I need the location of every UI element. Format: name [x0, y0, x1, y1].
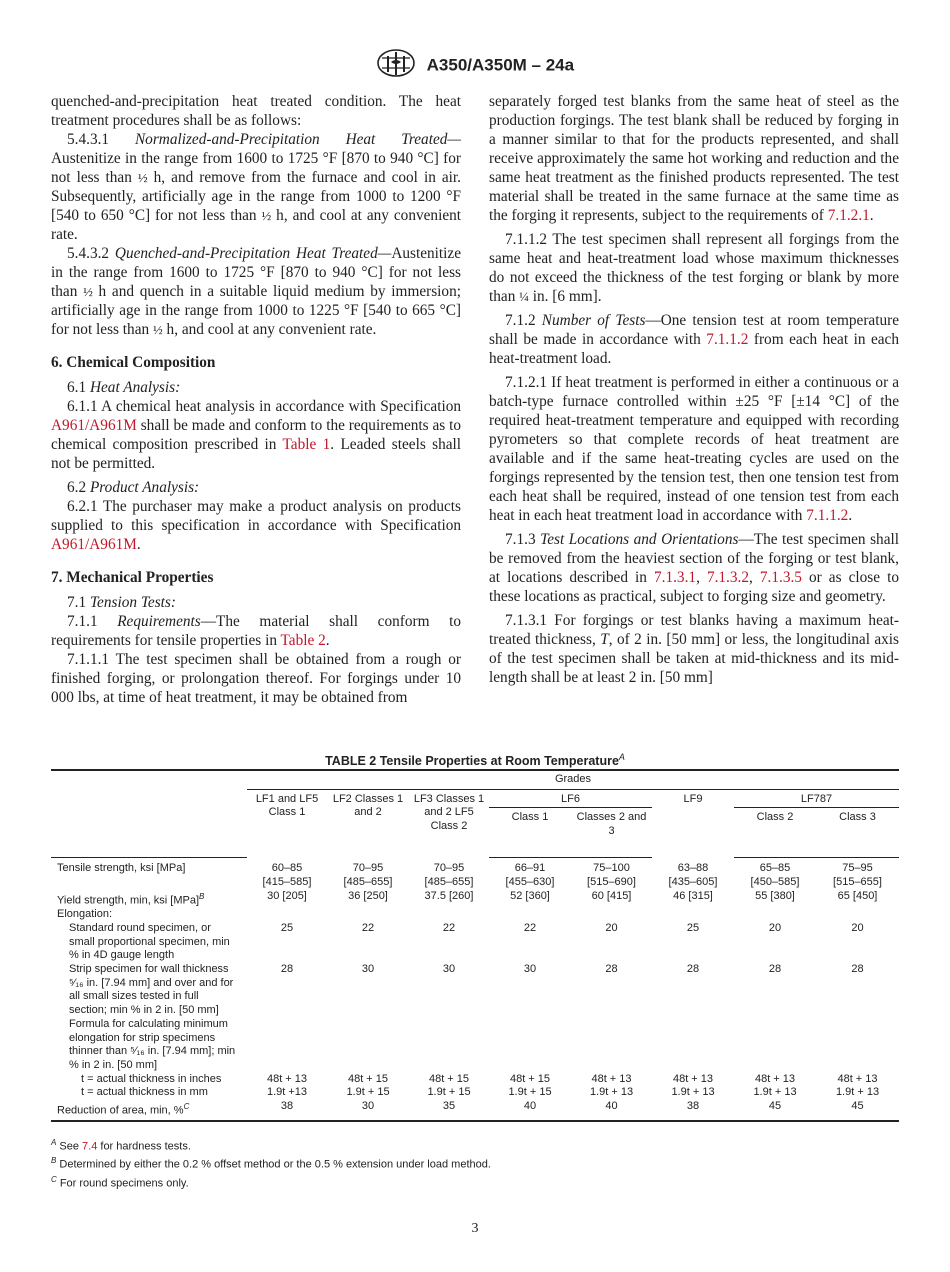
table-cell: 65–85 [450–585]: [750, 862, 800, 889]
link-7-1-3-1[interactable]: 7.1.3.1: [653, 569, 697, 586]
table-cell: 20: [605, 921, 618, 934]
table-cell: 1.9t + 15: [427, 1086, 471, 1099]
table-cell: 30: [327, 1100, 409, 1121]
link-7-1-1-2[interactable]: 7.1.1.2: [706, 331, 749, 348]
table-cell: 46 [315]: [673, 889, 713, 902]
table-cell: 38: [652, 1100, 734, 1121]
table-row-formula: [51, 1018, 899, 1073]
footnote-b: $^B$ Determined by either the 0.2 % offset method or the 0.5 % extension under load method.: [51, 1156, 491, 1172]
table-cell: 45: [816, 1100, 899, 1121]
link-7-1-3-5[interactable]: 7.1.3.5: [759, 569, 802, 586]
paragraph-7-1-2: 7.1.2 Number of Tests—One tension test at room temperature shall be made in accordance with 7.1.1.2 from each heat in each heat-treatment load.: [489, 312, 900, 367]
grade-lf2: LF2 Classes 1 and 2: [332, 792, 404, 819]
table-row-strip: [51, 963, 899, 1018]
link-7-1-3-2[interactable]: 7.1.3.2: [706, 569, 750, 586]
link-7-4[interactable]: 7.4: [82, 1140, 98, 1153]
table-cell: 1.9t + 15: [346, 1086, 390, 1099]
grades-header: Grades: [247, 770, 899, 789]
table-cell: 1.9t + 13: [753, 1086, 797, 1099]
paragraph-7-1-2-1: 7.1.2.1 If heat treatment is performed in either a continuous or a batch-type furnace controlled within ±25 °F [±14 °C] of the required heat-treatment temperature and equipped with recording pyrometers so that complete records of heat treatment are available and if the same heat-treating cycles are used on the forgings represented by the tension test, then one tension test from each heat shall be required, instead of one tension test from each heat in each heat treatment load in accordance with 7.1.1.2.: [489, 374, 899, 524]
table-cell: 48t + 15: [347, 1072, 389, 1085]
table-cell: 70–95 [485–655]: [343, 861, 393, 888]
table-row-tensile: [51, 858, 899, 890]
table-row-t-inches: [51, 1073, 899, 1087]
table-cell: 40: [489, 1100, 571, 1121]
row-label: Reduction of area, min, %$^C$: [51, 1100, 247, 1121]
table-cell: 60–85 [415–585]: [262, 861, 312, 888]
table-cell: 30: [361, 962, 375, 975]
link-a961[interactable]: A961/A961M: [51, 417, 137, 434]
link-7-1-2-1[interactable]: 7.1.2.1: [827, 207, 870, 224]
table-cell: 75–95 [515–655]: [833, 862, 882, 889]
paragraph-7-1-3: 7.1.3 Test Locations and Orientations—The test specimen shall be removed from the heaviest section of the forging or test blank, at locations described in 7.1.3.1, 7.1.3.2, 7.1.3.5 or as close to these locations as practical, subject to forging size and geometry.: [489, 531, 899, 605]
link-table-1[interactable]: Table 1: [282, 436, 331, 453]
table-header-row: [51, 789, 899, 808]
table-cell: 48t + 13: [672, 1072, 714, 1085]
link-table-2[interactable]: Table 2: [280, 632, 326, 649]
table-cell: 1.9t +13: [266, 1086, 308, 1099]
paragraph: quenched-and-precipitation heat treated condition. The heat treatment procedures shall be as follows:: [51, 93, 461, 129]
table-cell: 75–100 [515–690]: [587, 862, 636, 889]
row-label: t = actual thickness in inches: [81, 1072, 222, 1085]
table-cell: 1.9t + 13: [589, 1086, 634, 1099]
table-cell: 20: [768, 921, 782, 934]
page-number: 3: [471, 1221, 479, 1236]
row-label: Strip specimen for wall thickness ⁵⁄₁₆ in. [7.94 mm] and over and for all small sizes tested in full section; min % in 2 in. [50 mm]: [69, 962, 234, 1017]
table-cell: 48t + 13: [837, 1072, 878, 1085]
lf787-class-3: Class 3: [816, 808, 899, 858]
table-cell: 1.9t + 13: [835, 1086, 880, 1099]
paragraph: separately forged test blanks from the same heat of steel as the production forgings. The test blank shall be reduced by forging in a manner similar to that for the products represented, and shall receive approximately the same hot working and reduction and the same heat treatment as the finished products represented. The test material shall be treated in the same furnace at the same time as the forging it represents, subject to the requirements of 7.1.2.1.: [489, 93, 899, 224]
table-cell: 1.9t + 15: [508, 1086, 552, 1099]
table-cell: 63–88 [435–605]: [668, 861, 718, 888]
row-label: t = actual thickness in mm: [81, 1086, 208, 1099]
grade-lf6: LF6: [489, 789, 652, 808]
paragraph-6-2-1: 6.2.1 The purchaser may make a product analysis on products supplied to this specification in accordance with Specification A961/A961M.: [51, 498, 461, 553]
table-row-reduction-of-area: [51, 1100, 899, 1121]
table-cell: 48t + 13: [591, 1072, 632, 1085]
row-label: Standard round specimen, or small proportional specimen, min % in 4D gauge length: [69, 921, 230, 962]
table-cell: 22: [361, 921, 375, 934]
row-label: Tensile strength, ksi [MPa]: [57, 862, 186, 875]
table-footnotes: [51, 1136, 899, 1191]
table-header-row: [51, 770, 899, 789]
table-cell: 28: [280, 962, 294, 975]
table-cell: 40: [571, 1100, 652, 1121]
grade-lf3: LF3 Classes 1 and 2 LF5 Class 2: [413, 792, 485, 833]
right-column: [489, 92, 899, 687]
link-a961[interactable]: A961/A961M: [51, 536, 137, 553]
table-cell: 37.5 [260]: [424, 889, 474, 902]
paragraph-7-1: 7.1 Tension Tests:: [67, 594, 176, 611]
designation: A350/A350M – 24a: [426, 55, 575, 75]
table-cell: 25: [280, 921, 294, 934]
section-heading-6: 6. Chemical Composition: [51, 354, 216, 371]
row-label: Formula for calculating minimum elongation for strip specimens thinner than ⁵⁄₁₆ in. [7.94 mm]; min % in 2 in. [50 mm]: [69, 1017, 236, 1071]
paragraph-7-1-1: 7.1.1 Requirements—The material shall conform to requirements for tensile properties in Table 2.: [51, 613, 461, 649]
grade-lf787: LF787: [734, 789, 899, 808]
lf6-classes-2-3: Classes 2 and 3: [571, 808, 652, 858]
page-header: [0, 48, 950, 83]
table-cell: 22: [442, 921, 456, 934]
section-heading-7: 7. Mechanical Properties: [51, 569, 214, 586]
table-cell: 28: [851, 962, 864, 975]
row-label: Yield strength, min, ksi [MPa]$^B$: [57, 891, 205, 907]
table-cell: 70–95 [485–655]: [424, 861, 474, 888]
table-cell: 66–91 [455–630]: [505, 862, 555, 889]
table-cell: 22: [523, 921, 537, 934]
lf787-class-2: Class 2: [734, 808, 816, 858]
table-row-standard-round: [51, 922, 899, 963]
table-cell: 28: [686, 962, 700, 975]
table-cell: 36 [250]: [348, 889, 388, 902]
table-cell: 48t + 15: [428, 1072, 470, 1085]
table-row-t-mm: [51, 1086, 899, 1100]
link-7-1-1-2[interactable]: 7.1.1.2: [806, 507, 849, 524]
table-cell: 65 [450]: [837, 889, 878, 902]
row-label: Elongation:: [57, 908, 113, 921]
footnote-a: $^A$ See 7.4 for hardness tests.: [51, 1138, 191, 1153]
paragraph-7-1-1-2: 7.1.1.2 The test specimen shall represent all forgings from the same heat and heat-treatment load whose maximum thicknesses do not exceed the thickness of the test forging or blank by more than ¼ in. [6 mm].: [489, 231, 899, 305]
left-column: [51, 92, 461, 707]
table-cell: 45: [734, 1100, 816, 1121]
grade-lf1: LF1 and LF5 Class 1: [255, 792, 319, 819]
table-row-yield: [51, 890, 899, 908]
lf6-class-1: Class 1: [489, 808, 571, 858]
table-cell: 28: [768, 962, 782, 975]
table-cell: 38: [247, 1100, 327, 1121]
table-cell: 28: [605, 962, 618, 975]
table-cell: 30: [442, 962, 456, 975]
astm-logo: [376, 48, 416, 83]
table-cell: 60 [415]: [591, 889, 632, 902]
table-cell: 30 [205]: [267, 889, 307, 902]
table-cell: 30: [523, 962, 537, 975]
table-cell: 52 [360]: [510, 889, 550, 902]
table-cell: 20: [851, 921, 864, 934]
table-cell: 48t + 13: [266, 1072, 308, 1085]
paragraph-6-1: 6.1 Heat Analysis:: [67, 379, 181, 396]
paragraph-5-4-3-1: 5.4.3.1 Normalized-and-Precipitation Heat Treated—Austenitize in the range from 1600 to 1725 °F [870 to 940 °C] for not less than ½ h, and remove from the furnace and cool in air. Subsequently, artificially age in the range from 1000 to 1200 °F [540 to 650 °C] for not less than ½ h, and cool at any convenient rate.: [51, 131, 462, 243]
footnote-c: $^C$ For round specimens only.: [51, 1174, 189, 1190]
paragraph-7-1-3-1: 7.1.3.1 For forgings or test blanks having a maximum heat-treated thickness, T, of 2 in. [50 mm] or less, the longitudinal axis of the test specimen shall be taken at mid-thickness and its mid-length shall be at least 2 in. [50 mm]: [489, 612, 900, 686]
table-row-elongation: [51, 908, 899, 922]
paragraph-5-4-3-2: 5.4.3.2 Quenched-and-Precipitation Heat Treated—Austenitize in the range from 1600 to 1725 °F [870 to 940 °C] for not less than ½ h and quench in a suitable liquid medium by immersion; artificially age in the range from 1000 to 1225 °F [540 to 665 °C] for not less than ½ h, and cool at any convenient rate.: [51, 245, 462, 338]
table-title: TABLE 2 Tensile Properties at Room Temperature$^A$: [325, 752, 625, 769]
tensile-properties-table: [51, 769, 899, 1122]
table-cell: 1.9t + 13: [671, 1086, 715, 1099]
table-cell: 25: [686, 921, 700, 934]
table-cell: 55 [380]: [755, 889, 795, 902]
paragraph-7-1-1-1: 7.1.1.1 The test specimen shall be obtained from a rough or finished forging, or prolongation thereof. For forgings under 10 000 lbs, at time of heat treatment, it may be obtained from: [51, 651, 461, 706]
table-cell: 35: [409, 1100, 489, 1121]
grade-lf9: LF9: [683, 792, 703, 805]
table-cell: 48t + 13: [754, 1072, 796, 1085]
paragraph-6-2: 6.2 Product Analysis:: [67, 479, 200, 496]
table-cell: 48t + 15: [509, 1072, 551, 1085]
paragraph-6-1-1: 6.1.1 A chemical heat analysis in accordance with Specification A961/A961M shall be made and conform to the requirements as to chemical composition prescribed in Table 1. Leaded steels shall not be permitted.: [51, 398, 462, 472]
